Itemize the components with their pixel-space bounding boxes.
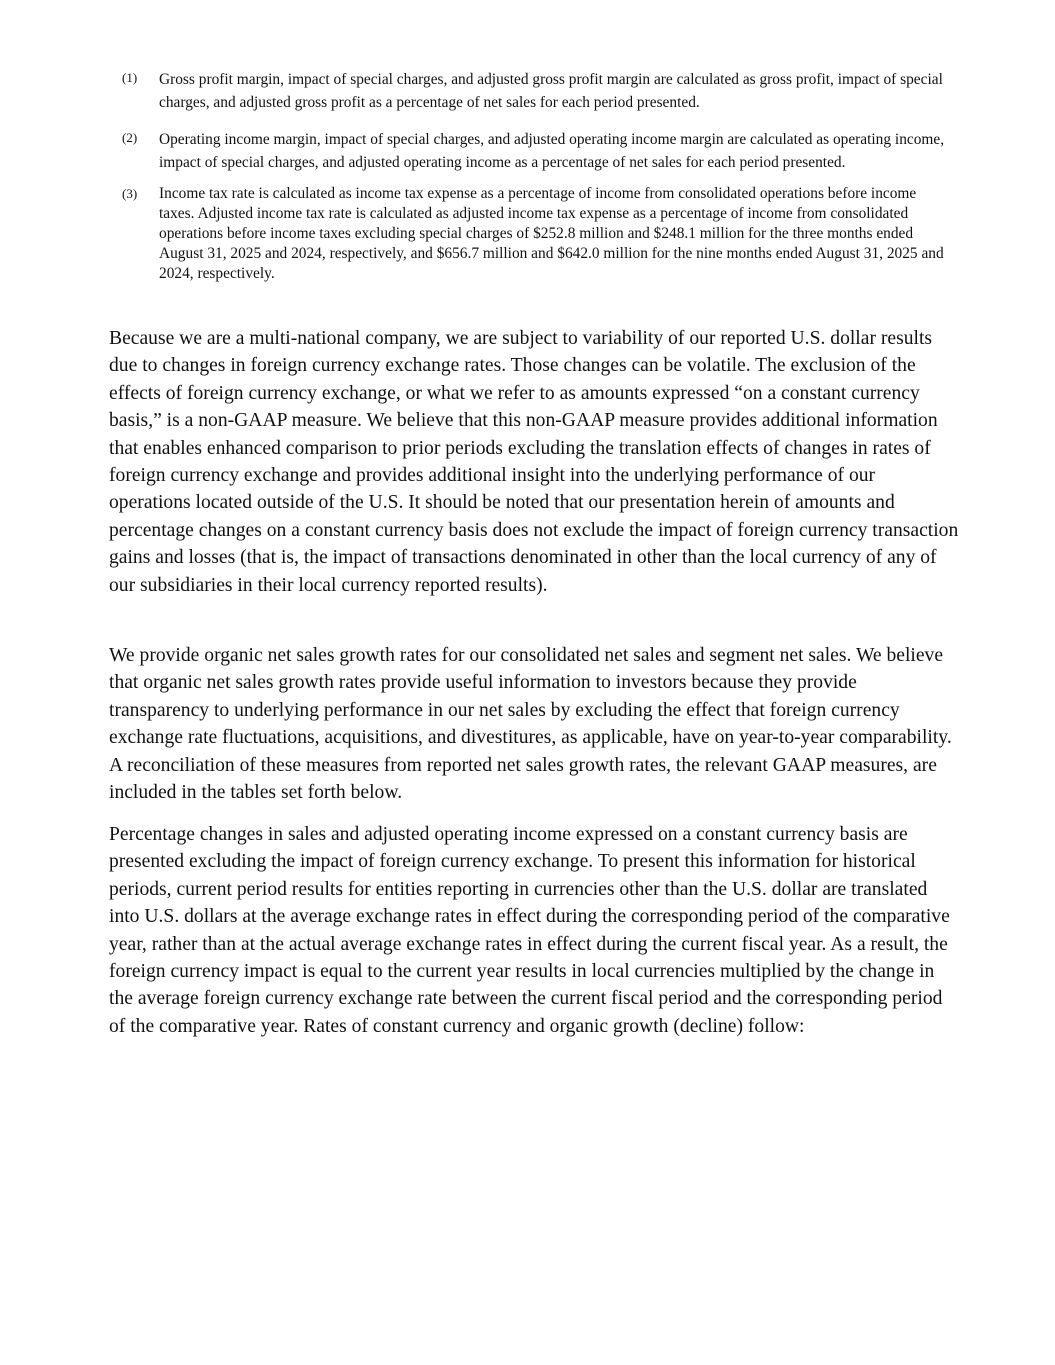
paragraph-organic-net-sales: We provide organic net sales growth rates for our consolidated net sales and segment net sales. We believe that organic net sales growth rates provide useful information to investors because they provide transparency to underlying performance in our net sales by excluding the effect that foreign currency exchange rate fluctuations, acquisitions, and divestitures, as applicable, have on year-to-year comparability. A reconciliation of these measures from reported net sales growth rates, the relevant GAAP measures, are included in the tables set forth below. xyxy=(109,645,952,804)
footnote-text: Operating income margin, impact of special charges, and adjusted operating income margin are calculated as operating income, impact of special charges, and adjusted operating income as a percentage of net sales for each period presented. xyxy=(159,131,945,171)
footnote-1 xyxy=(122,68,952,114)
footnote-marker: (1) xyxy=(122,70,138,85)
paragraph-constant-currency: Because we are a multi-national company, we are subject to variability of our reported U.S. dollar results due to changes in foreign currency exchange rates. Those changes can be volatile. The exclusion of the effects of foreign currency exchange, or what we refer to as amounts expressed “on a constant currency basis,” is a non-GAAP measure. We believe that this non-GAAP measure provides additional information that enables enhanced comparison to prior periods excluding the translation effects of changes in rates of foreign currency exchange and provides additional insight into the underlying performance of our operations located outside of the U.S. It should be noted that our presentation herein of amounts and percentage changes on a constant currency basis does not exclude the impact of foreign currency transaction gains and losses (that is, the impact of transactions denominated in other than the local currency of any of our subsidiaries in their local currency reported results). xyxy=(109,328,959,596)
footnotes-list xyxy=(122,68,952,284)
footnote-text: Gross profit margin, impact of special charges, and adjusted gross profit margin are calculated as gross profit, impact of special charges, and adjusted gross profit as a percentage of net sales for each period presented. xyxy=(159,71,943,111)
footnote-2 xyxy=(122,128,952,174)
footnote-marker: (2) xyxy=(122,130,138,145)
paragraph-percentage-changes: Percentage changes in sales and adjusted operating income expressed on a constant currency basis are presented excluding the impact of foreign currency exchange. To present this information for historical periods, current period results for entities reporting in currencies other than the U.S. dollar are translated into U.S. dollars at the average exchange rates in effect during the corresponding period of the comparative year, rather than at the actual average exchange rates in effect during the current fiscal year. As a result, the foreign currency impact is equal to the current year results in local currencies multiplied by the change in the average foreign currency exchange rate between the current fiscal period and the corresponding period of the comparative year. Rates of constant currency and organic growth (decline) follow: xyxy=(109,824,950,1037)
footnote-marker: (3) xyxy=(122,186,138,201)
footnote-text: Income tax rate is calculated as income tax expense as a percentage of income from consolidated operations before income taxes. Adjusted income tax rate is calculated as adjusted income tax expense as a percentage of income from consolidated operations before income taxes excluding special charges of $252.8 million and $248.1 million for the three months ended August 31, 2025 and 2024, respectively, and $656.7 million and $642.0 million for the nine months ended August 31, 2025 and 2024, respectively. xyxy=(159,185,944,282)
footnote-3 xyxy=(122,184,952,284)
